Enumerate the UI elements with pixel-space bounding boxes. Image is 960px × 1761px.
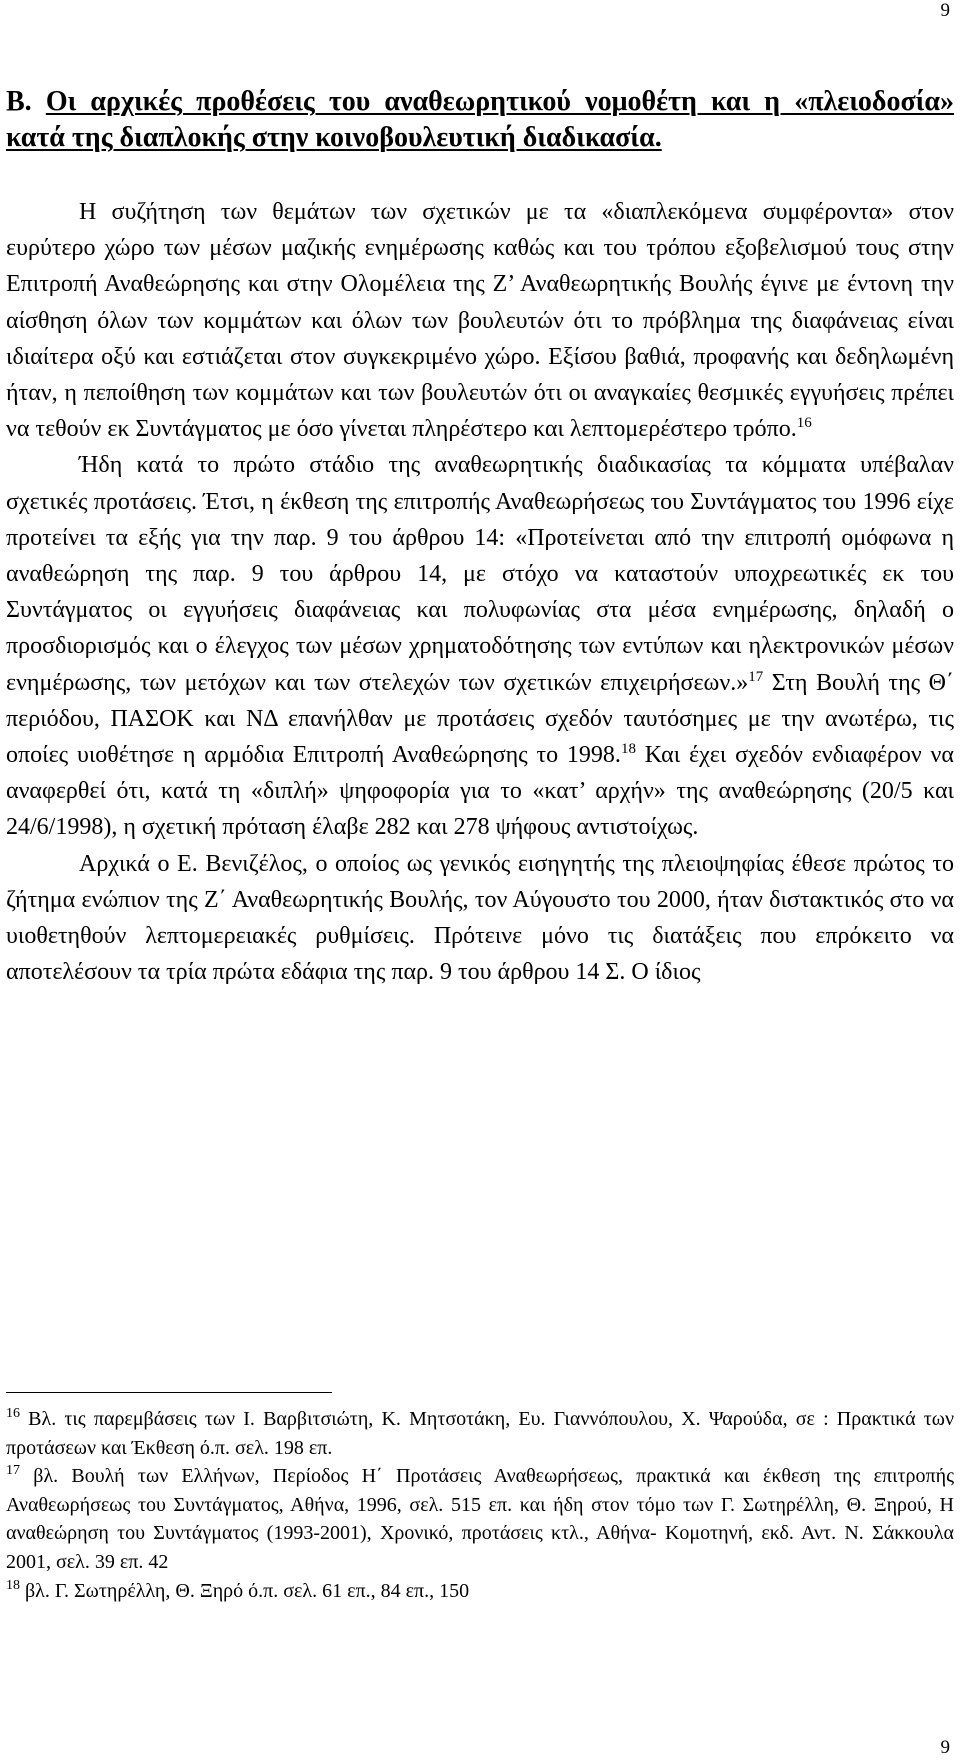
footnote-ref-17: 17	[748, 668, 764, 685]
section-title: Οι αρχικές προθέσεις του αναθεωρητικού νομοθέτη και η «πλειοδοσία» κατά της διαπλοκής στην κοινοβουλευτική διαδικασία.	[6, 86, 954, 153]
footnote-ref-16: 16	[796, 415, 812, 432]
section-heading	[6, 84, 954, 156]
main-content	[6, 84, 954, 990]
footnote-text: Βλ. τις παρεμβάσεις των Ι. Βαρβιτσιώτη, Κ. Μητσοτάκη, Ευ. Γιαννόπουλου, Χ. Ψαρούδα, σε : Πρακτικά των προτάσεων και Έκθεση ό.π. σελ. 198 επ.	[6, 1408, 954, 1459]
footnote-text: βλ. Βουλή των Ελλήνων, Περίοδος Η΄ Προτάσεις Αναθεωρήσεως, πρακτικά και έκθεση της επιτροπής Αναθεωρήσεως του Συντάγματος, Αθήνα, 1996, σελ. 515 επ. και ήδη στον τόμο των Γ. Σωτηρέλλη, Θ. Ξηρού, Η αναθεώρηση του Συντάγματος (1993-2001), Χρονικό, προτάσεις κτλ., Αθήνα- Κομοτηνή, εκδ. Αντ. Ν. Σάκκουλα 2001, σελ. 39 επ. 42	[6, 1465, 954, 1573]
footnotes	[6, 1392, 954, 1605]
footnote-ref-18: 18	[620, 741, 636, 758]
paragraph-1-text: Η συζήτηση των θεμάτων των σχετικών με τα «διαπλεκόμενα συμφέροντα» στον ευρύτερο χώρο των μέσων μαζικής ενημέρωσης καθώς και του τρόπου εξοβελισμού τους στην Επιτροπή Αναθεώρησης και στην Ολομέλεια της Ζ’ Αναθεωρητικής Βουλής έγινε με έντονη την αίσθηση όλων των κομμάτων και όλων των βουλευτών ότι το πρόβλημα της διαφάνειας είναι ιδιαίτερα οξύ και εστιάζεται στον συγκεκριμένο χώρο. Εξίσου βαθιά, προφανής και δεδηλωμένη ήταν, η πεποίθηση των κομμάτων και των βουλευτών ότι οι αναγκαίες θεσμικές εγγυήσεις πρέπει να τεθούν εκ Συντάγματος με όσο γίνεται πληρέστερο και λεπτομερέστερο τρόπο.	[6, 199, 954, 443]
footnote-18	[6, 1577, 954, 1606]
paragraph-2-part-2: Στη Βουλή της Θ΄ περιόδου, ΠΑΣΟΚ και ΝΔ επανήλθαν με προτάσεις σχεδόν ταυτόσημες με την ανωτέρω, τις οποίες υιοθέτησε η αρμόδια Επιτροπή Αναθεώρησης το 1998.	[6, 669, 955, 769]
section-number: Β.	[6, 86, 32, 117]
body-text	[6, 194, 954, 990]
footnote-text: βλ. Γ. Σωτηρέλλη, Θ. Ξηρό ό.π. σελ. 61 επ., 84 επ., 150	[20, 1579, 470, 1602]
paragraph-2	[6, 447, 954, 845]
paragraph-3-text: Αρχικά ο Ε. Βενιζέλος, ο οποίος ως γενικός εισηγητής της πλειοψηφίας έθεσε πρώτος το ζήτημα ενώπιον της Ζ΄ Αναθεωρητικής Βουλής, τον Αύγουστο του 2000, ήταν διστακτικός στο να υιοθετηθούν λεπτομερειακές ρυθμίσεις. Πρότεινε μόνο τις διατάξεις που επρόκειτο να αποτελέσουν τα τρία πρώτα εδάφια της παρ. 9 του άρθρου 14 Σ. Ο ίδιος	[6, 850, 954, 986]
page-number-bottom: 9	[940, 1737, 950, 1758]
footnote-number: 18	[6, 1577, 20, 1593]
footnote-separator	[6, 1392, 332, 1393]
paragraph-1	[6, 194, 954, 447]
page-number-top: 9	[940, 0, 950, 21]
footnote-number: 17	[6, 1463, 20, 1479]
footnote-16	[6, 1405, 954, 1462]
paragraph-2-part-1: Ήδη κατά το πρώτο στάδιο της αναθεωρητικής διαδικασίας τα κόμματα υπέβαλαν σχετικές προτάσεις. Έτσι, η έκθεση της επιτροπής Αναθεωρήσεως του Συντάγματος του 1996 είχε προτείνει τα εξής για την παρ. 9 του άρθρου 14: «Προτείνεται από την επιτροπή ομόφωνα η αναθεώρηση της παρ. 9 του άρθρου 14, με στόχο να καταστούν υποχρεωτικές εκ του Συντάγματος οι εγγυήσεις διαφάνειας και πολυφωνίας στα μέσα ενημέρωσης, δηλαδή ο προσδιορισμός και ο έλεγχος των μέσων χρηματοδότησης των εντύπων και ηλεκτρονικών μέσων ενημέρωσης, των μετόχων και των στελεχών των σχετικών επιχειρήσεων.»	[6, 452, 954, 696]
footnote-17	[6, 1462, 954, 1576]
footnote-number: 16	[6, 1406, 20, 1421]
paragraph-2-part-3: Και έχει σχεδόν ενδιαφέρον να αναφερθεί ότι, κατά τη «διπλή» ψηφοφορία για το «κατ’ αρχήν» της αναθεώρησης (20/5 και 24/6/1998), η σχετική πρόταση έλαβε 282 και 278 ψήφους αντιστοίχως.	[6, 742, 954, 841]
paragraph-3	[6, 846, 954, 991]
